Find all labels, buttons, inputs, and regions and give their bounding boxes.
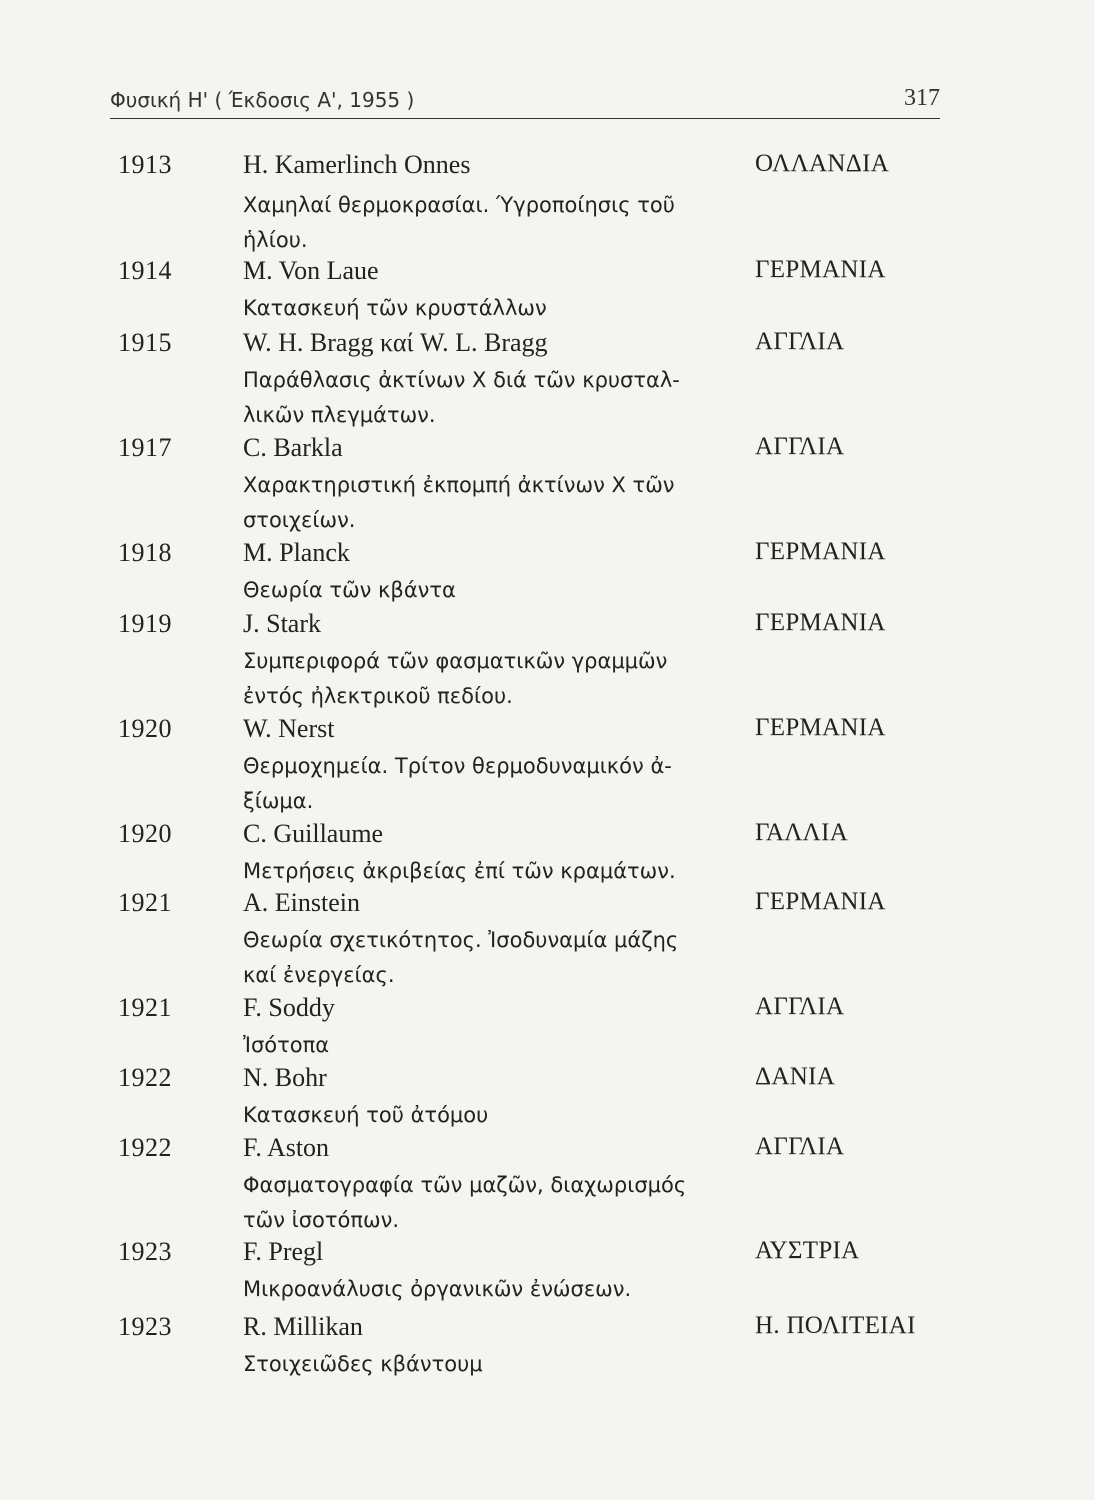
entry-year: 1923 xyxy=(118,1237,172,1266)
entry-country: ΓΕΡΜΑΝΙΑ xyxy=(755,609,886,636)
entry-description: Ἰσότοπα xyxy=(243,1033,330,1057)
entry-description: Μετρήσεις ἀκριβείας ἐπί τῶν κραμάτων. xyxy=(243,859,676,883)
entry-name: F. Aston xyxy=(243,1133,330,1162)
entry-year: 1922 xyxy=(118,1063,172,1092)
entry-year: 1921 xyxy=(118,993,172,1022)
entry-name: C. Guillaume xyxy=(243,819,384,848)
entry-country: ΟΛΛΑΝΔΙΑ xyxy=(755,150,890,177)
entry-country: ΑΓΓΛΙΑ xyxy=(755,993,845,1020)
entry-name: W. H. Bragg καί W. L. Bragg xyxy=(243,328,548,357)
entry-year: 1917 xyxy=(118,433,172,462)
entry-country: ΑΓΓΛΙΑ xyxy=(755,328,845,355)
entry-description: Χαμηλαί θερμοκρασίαι. Ύγροποίησις τοῦ ἡλίου. xyxy=(243,193,675,252)
entry-name: H. Kamerlinch Onnes xyxy=(243,150,471,179)
entry-name: J. Stark xyxy=(243,609,321,638)
entry-description: Στοιχειῶδες κβάντουμ xyxy=(243,1352,483,1376)
entry-country: ΓΑΛΛΙΑ xyxy=(755,819,849,846)
running-title: Φυσική Η' ( Έκδοσις Α', 1955 ) xyxy=(110,88,415,112)
entry-year: 1921 xyxy=(118,888,172,917)
entry-country: ΑΓΓΛΙΑ xyxy=(755,433,845,460)
entry-description: Συμπεριφορά τῶν φασματικῶν γραμμῶν ἐντός ἠλεκτρικοῦ πεδίου. xyxy=(243,649,668,708)
entry-description: Θερμοχημεία. Τρίτον θερμοδυναμικόν ἀ- ξίωμα. xyxy=(243,754,672,813)
entry-country: ΑΓΓΛΙΑ xyxy=(755,1133,845,1160)
entry-year: 1920 xyxy=(118,714,172,743)
entry-year: 1920 xyxy=(118,819,172,848)
entry-name: A. Einstein xyxy=(243,888,360,917)
entry-year: 1913 xyxy=(118,150,172,179)
entry-country: ΓΕΡΜΑΝΙΑ xyxy=(755,538,886,565)
entry-country: Η. ΠΟΛΙΤΕΙΑΙ xyxy=(755,1312,916,1339)
entry-name: F. Soddy xyxy=(243,993,335,1022)
entry-country: ΔΑΝΙΑ xyxy=(755,1063,836,1090)
entry-country: ΓΕΡΜΑΝΙΑ xyxy=(755,256,886,283)
entry-description: Μικροανάλυσις ὀργανικῶν ἐνώσεων. xyxy=(243,1277,632,1301)
entry-year: 1914 xyxy=(118,256,172,285)
entry-name: M. Von Laue xyxy=(243,256,379,285)
page-number: 317 xyxy=(904,85,940,111)
entry-country: ΓΕΡΜΑΝΙΑ xyxy=(755,714,886,741)
entry-description: Χαρακτηριστική ἐκπομπή ἀκτίνων Χ τῶν στοιχείων. xyxy=(243,473,675,532)
entry-year: 1923 xyxy=(118,1312,172,1341)
entry-year: 1915 xyxy=(118,328,172,357)
entry-name: M. Planck xyxy=(243,538,350,567)
entry-country: ΑΥΣΤΡΙΑ xyxy=(755,1237,860,1264)
entry-description: Φασματογραφία τῶν μαζῶν, διαχωρισμός τῶν ἰσοτόπων. xyxy=(243,1173,687,1232)
entry-year: 1922 xyxy=(118,1133,172,1162)
running-header xyxy=(110,85,940,119)
entry-name: F. Pregl xyxy=(243,1237,324,1266)
entry-description: Παράθλασις ἀκτίνων Χ διά τῶν κρυσταλ- λικῶν πλεγμάτων. xyxy=(243,368,680,427)
entry-description: Κατασκευή τοῦ ἀτόμου xyxy=(243,1103,489,1127)
entry-name: W. Nerst xyxy=(243,714,335,743)
entry-country: ΓΕΡΜΑΝΙΑ xyxy=(755,888,886,915)
entry-name: N. Bohr xyxy=(243,1063,327,1092)
entry-name: C. Barkla xyxy=(243,433,343,462)
entry-description: Θεωρία σχετικότητος. Ἰσοδυναμία μάζης καί ἐνεργείας. xyxy=(243,928,679,987)
entry-description: Θεωρία τῶν κβάντα xyxy=(243,578,456,602)
entry-description: Κατασκευή τῶν κρυστάλλων xyxy=(243,296,547,320)
entry-name: R. Millikan xyxy=(243,1312,363,1341)
entry-year: 1918 xyxy=(118,538,172,567)
entry-year: 1919 xyxy=(118,609,172,638)
